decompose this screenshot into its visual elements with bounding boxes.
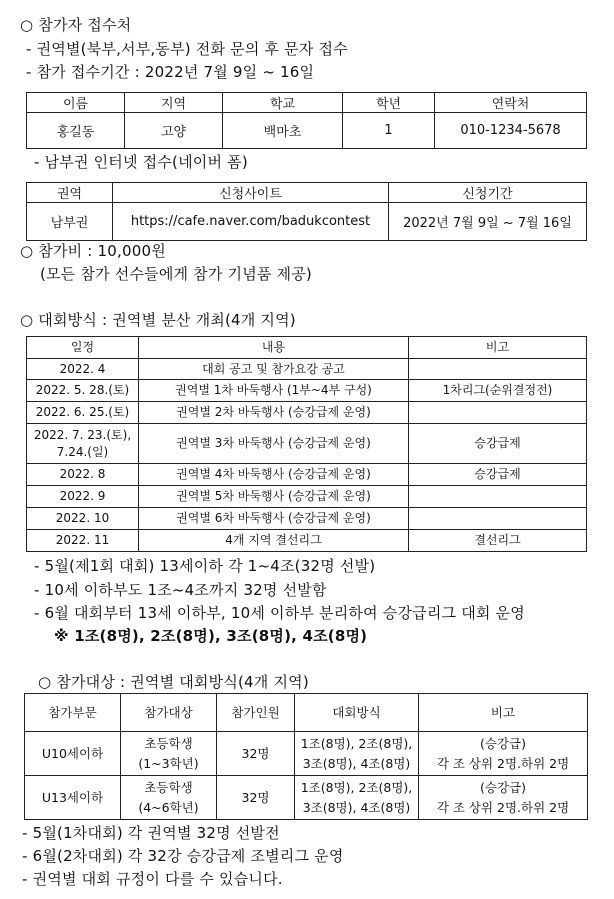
table-row	[27, 380, 587, 402]
contact-table	[26, 92, 587, 149]
target-division: U13세이하	[25, 776, 121, 820]
target-remark-line2: 각 조 상위 2명.하위 2명	[436, 755, 570, 771]
table-row	[27, 424, 587, 464]
schedule-content: 권역별 3차 바둑행사 (승강급제 운영)	[139, 424, 409, 464]
table-row	[25, 732, 588, 776]
target-method-line1: 1조(8명), 2조(8명),	[300, 735, 413, 751]
target-group	[121, 776, 217, 820]
target-method-line2: 3조(8명), 4조(8명)	[302, 799, 411, 815]
reception-line-period: - 참가 접수기간 : 2022년 7월 9일 ~ 16일	[26, 63, 315, 81]
target-group-line1: 초등학생	[144, 779, 193, 795]
method-note-2: - 10세 이하부도 1조~4조까지 32명 선발함	[34, 581, 327, 599]
target-footer-1: - 5월(1차대회) 각 권역별 32명 선발전	[22, 824, 280, 842]
schedule-note: 승강급제	[409, 464, 587, 486]
schedule-content: 권역별 1차 바둑행사 (1부~4부 구성)	[139, 380, 409, 402]
target-method-line1: 1조(8명), 2조(8명),	[300, 779, 413, 795]
target-division: U10세이하	[25, 732, 121, 776]
schedule-content: 4개 지역 결선리그	[139, 530, 409, 552]
target-method-line2: 3조(8명), 4조(8명)	[302, 755, 411, 771]
schedule-date-line2: 7.24.(일)	[56, 444, 109, 459]
target-group-line2: (4~6학년)	[138, 799, 199, 815]
col-header-name: 이름	[27, 93, 125, 113]
schedule-note	[409, 486, 587, 508]
col-header-method: 대회방식	[295, 694, 419, 732]
target-remark-line1: (승강급)	[480, 779, 526, 795]
schedule-date	[27, 424, 139, 464]
col-header-grade: 학년	[343, 93, 435, 113]
schedule-content: 대회 공고 및 참가요강 공고	[139, 359, 409, 380]
target-table	[24, 693, 588, 820]
method-highlight: ※ 1조(8명), 2조(8명), 3조(8명), 4조(8명)	[54, 627, 368, 645]
col-header-period: 신청기간	[389, 183, 587, 203]
cell-area: 남부권	[27, 203, 113, 241]
target-count: 32명	[217, 776, 295, 820]
target-count: 32명	[217, 732, 295, 776]
col-header-count: 참가인원	[217, 694, 295, 732]
table-row	[27, 402, 587, 424]
target-group-line1: 초등학생	[144, 735, 193, 751]
col-header-date: 일정	[27, 337, 139, 359]
target-group-line2: (1~3학년)	[138, 755, 199, 771]
target-footer-3: - 권역별 대회 규정이 다를 수 있습니다.	[22, 870, 283, 888]
method-title: ○ 대회방식 : 권역별 분산 개최(4개 지역)	[20, 311, 296, 329]
target-remark-line2: 각 조 상위 2명.하위 2명	[436, 799, 570, 815]
col-header-division: 참가부문	[25, 694, 121, 732]
table-row	[27, 530, 587, 552]
fee-note: (모든 참가 선수들에게 참가 기념품 제공)	[40, 265, 312, 283]
schedule-date: 2022. 4	[27, 359, 139, 380]
target-footer-2: - 6월(2차대회) 각 32강 승강급제 조별리그 운영	[22, 847, 344, 865]
cell-name: 홍길동	[27, 113, 125, 149]
schedule-date: 2022. 9	[27, 486, 139, 508]
cell-site-url[interactable]: https://cafe.naver.com/badukcontest	[113, 203, 389, 241]
south-internet-title: - 남부권 인터넷 접수(네이버 폼)	[34, 153, 248, 171]
col-header-area: 권역	[27, 183, 113, 203]
col-header-school: 학교	[223, 93, 343, 113]
schedule-note: 결선리그	[409, 530, 587, 552]
schedule-date: 2022. 10	[27, 508, 139, 530]
schedule-date: 2022. 8	[27, 464, 139, 486]
fee-title: ○ 참가비 : 10,000원	[20, 242, 166, 260]
schedule-note: 승강급제	[409, 424, 587, 464]
target-remark-line1: (승강급)	[480, 735, 526, 751]
table-row	[27, 359, 587, 380]
target-title: ○ 참가대상 : 권역별 대회방식(4개 지역)	[38, 673, 309, 691]
target-remark	[419, 776, 588, 820]
target-remark	[419, 732, 588, 776]
cell-grade: 1	[343, 113, 435, 149]
col-header-phone: 연락처	[435, 93, 587, 113]
schedule-content: 권역별 2차 바둑행사 (승강급제 운영)	[139, 402, 409, 424]
schedule-note: 1차리그(순위결정전)	[409, 380, 587, 402]
section-reception-title: ○ 참가자 접수처	[20, 16, 132, 34]
col-header-region: 지역	[125, 93, 223, 113]
col-header-remark: 비고	[419, 694, 588, 732]
cell-school: 백마초	[223, 113, 343, 149]
schedule-table	[26, 336, 587, 552]
table-row	[27, 508, 587, 530]
target-method	[295, 776, 419, 820]
schedule-content: 권역별 5차 바둑행사 (승강급제 운영)	[139, 486, 409, 508]
schedule-note	[409, 359, 587, 380]
table-row	[25, 776, 588, 820]
schedule-date-line1: 2022. 7. 23.(토),	[33, 427, 132, 442]
method-note-3: - 6월 대회부터 13세 이하부, 10세 이하부 분리하여 승강급리그 대회 운영	[34, 604, 525, 622]
schedule-content: 권역별 6차 바둑행사 (승강급제 운영)	[139, 508, 409, 530]
method-note-1: - 5월(제1회 대회) 13세이하 각 1~4조(32명 선발)	[34, 557, 376, 575]
col-header-content: 내용	[139, 337, 409, 359]
col-header-site: 신청사이트	[113, 183, 389, 203]
schedule-date: 2022. 6. 25.(토)	[27, 402, 139, 424]
reception-line-phone: - 권역별(북부,서부,동부) 전화 문의 후 문자 접수	[26, 40, 348, 58]
cell-phone: 010-1234-5678	[435, 113, 587, 149]
col-header-target: 참가대상	[121, 694, 217, 732]
col-header-note: 비고	[409, 337, 587, 359]
cell-period: 2022년 7월 9일 ~ 7월 16일	[389, 203, 587, 241]
table-row	[27, 464, 587, 486]
cell-region: 고양	[125, 113, 223, 149]
schedule-note	[409, 508, 587, 530]
schedule-content: 권역별 4차 바둑행사 (승강급제 운영)	[139, 464, 409, 486]
schedule-date: 2022. 5. 28.(토)	[27, 380, 139, 402]
table-row	[27, 486, 587, 508]
schedule-date: 2022. 11	[27, 530, 139, 552]
target-method	[295, 732, 419, 776]
schedule-note	[409, 402, 587, 424]
south-table	[26, 182, 587, 241]
target-group	[121, 732, 217, 776]
